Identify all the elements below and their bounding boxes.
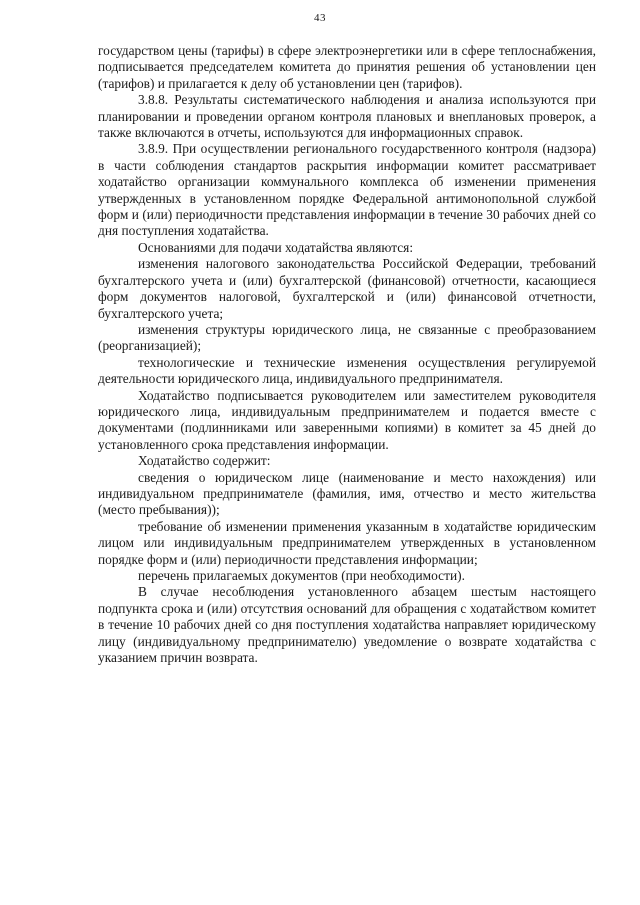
paragraph: технологические и технические изменения осуществления регулируемой деятельности юридического лица, индивидуального предпринимателя. bbox=[98, 354, 596, 387]
paragraph: сведения о юридическом лице (наименование и место нахождения) или индивидуальном предпринимателе (фамилия, имя, отчество и место жительства (место пребывания)); bbox=[98, 469, 596, 518]
page-number: 43 bbox=[314, 12, 326, 24]
paragraph: В случае несоблюдения установленного абзацем шестым настоящего подпункта срока и (или) отсутствия оснований для обращения с ходатайством комитет в течение 10 рабочих дней со дня поступления ходатайства направляет юридическому лицу (индивидуальному предпринимателю) уведомление о возврате ходатайства с указанием причин возврата. bbox=[98, 584, 596, 666]
paragraph: Основаниями для подачи ходатайства являются: bbox=[138, 239, 414, 255]
paragraph: Ходатайство подписывается руководителем или заместителем руководителя юридического лица, индивидуальным предпринимателем и подается вместе с документами (подлинниками или заверенными копиями) в комитет за 45 дней до установленного срока представления информации. bbox=[98, 387, 596, 452]
document-body bbox=[98, 43, 596, 666]
paragraph: изменения налогового законодательства Российской Федерации, требований бухгалтерского учета и (или) бухгалтерской (финансовой) отчетности, касающиеся форм документов налоговой, бухгалтерской и (или) финансовой отчетности, бухгалтерского учета; bbox=[98, 256, 596, 321]
paragraph: требование об изменении применения указанным в ходатайстве юридическим лицом или индивидуальным предпринимателем утвержденных в установленном порядке форм и (или) периодичности представления информации; bbox=[98, 518, 596, 567]
paragraph: изменения структуры юридического лица, не связанные с преобразованием (реорганизацией); bbox=[98, 321, 596, 354]
paragraph: Ходатайство содержит: bbox=[138, 453, 271, 469]
paragraph: перечень прилагаемых документов (при необходимости). bbox=[138, 568, 465, 583]
paragraph: государством цены (тарифы) в сфере электроэнергетики или в сфере теплоснабжения, подписывается председателем комитета до принятия решения об установлении цен (тарифов) и прилагается к делу об установлении цен (тарифов). bbox=[98, 43, 596, 91]
paragraph: 3.8.9. При осуществлении регионального государственного контроля (надзора) в части соблюдения стандартов раскрытия информации комитет рассматривает ходатайство организации коммунального комплекса об изменении применения утвержденных в установленном порядке Федеральной антимонопольной службой форм и (или) периодичности представления информации в течение 30 рабочих дней со дня поступления ходатайства. bbox=[98, 141, 596, 239]
paragraph: 3.8.8. Результаты систематического наблюдения и анализа используются при планировании и проведении органом контроля плановых и внеплановых проверок, а также включаются в отчеты, используются для информационных справок. bbox=[98, 92, 596, 141]
